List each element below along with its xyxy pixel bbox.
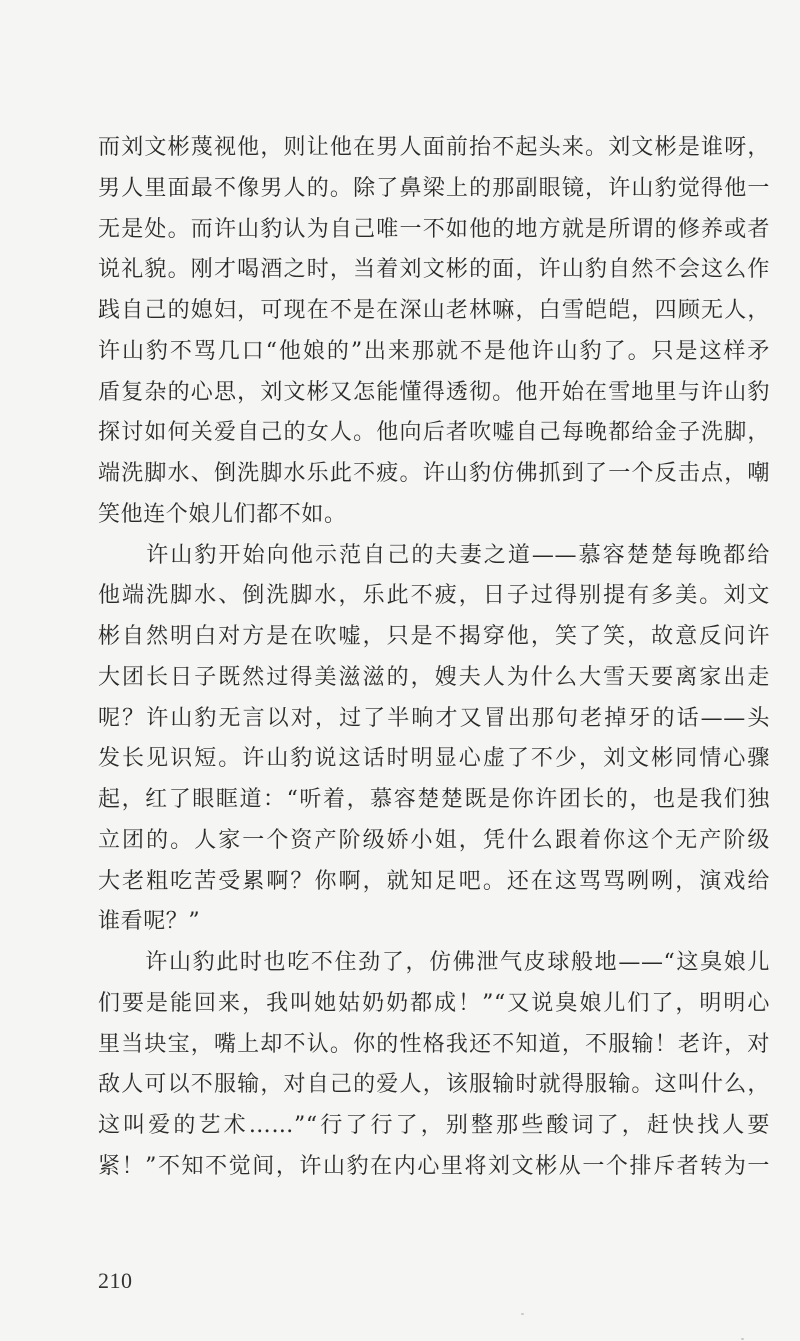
text-line: 盾复杂的心思，刘文彬又怎能懂得透彻。他开始在雪地里与许山豹 [98,379,770,405]
text-line: 无是处。而许山豹认为自己唯一不如他的地方就是所谓的修养或者 [98,216,770,242]
text-line: 立团的。人家一个资产阶级娇小姐，凭什么跟着你这个无产阶级 [98,827,770,853]
text-line: 们要是能回来，我叫她姑奶奶都成！”“又说臭娘儿们了，明明心 [98,990,770,1016]
body-text [98,128,770,1188]
text-line: 践自己的媳妇，可现在不是在深山老林嘛，白雪皑皑，四顾无人， [98,298,770,323]
paper-speck [741,1338,744,1340]
text-line: 许山豹不骂几口“他娘的”出来那就不是他许山豹了。只是这样矛 [98,338,770,364]
text-line: 他端洗脚水、倒洗脚水，乐此不疲，日子过得别提有多美。刘文 [98,583,770,609]
text-line: 大老粗吃苦受累啊？你啊，就知足吧。还在这骂骂咧咧，演戏给 [98,868,770,894]
text-line: 呢？许山豹无言以对，过了半晌才又冒出那句老掉牙的话——头 [98,705,770,731]
text-line: 说礼貌。刚才喝酒之时，当着刘文彬的面，许山豹自然不会这么作 [98,257,770,283]
text-line: 里当块宝，嘴上却不认。你的性格我还不知道，不服输！老许，对 [98,1031,770,1057]
text-line: 笑他连个娘儿们都不如。 [98,501,347,527]
text-line: 探讨如何关爱自己的女人。他向后者吹嘘自己每晚都给金子洗脚， [98,420,770,446]
text-line: 紧！”不知不觉间，许山豹在内心里将刘文彬从一个排斥者转为一 [98,1153,770,1179]
text-line: 发长见识短。许山豹说这话时明显心虚了不少，刘文彬同情心骤 [98,746,770,772]
text-line: 而刘文彬蔑视他，则让他在男人面前抬不起头来。刘文彬是谁呀， [98,135,770,160]
text-line: 端洗脚水、倒洗脚水乐此不疲。许山豹仿佛抓到了一个反击点，嘲 [98,461,770,486]
text-line: 男人里面最不像男人的。除了鼻梁上的那副眼镜，许山豹觉得他一 [98,175,770,201]
paper-speck [521,1313,524,1315]
text-line: 这叫爱的艺术……”“行了行了，别整那些酸词了，赶快找人要 [98,1113,770,1138]
text-line: 敌人可以不服输，对自己的爱人，该服输时就得服输。这叫什么， [98,1072,770,1098]
text-line: 彬自然明白对方是在吹嘘，只是不揭穿他，笑了笑，故意反问许 [98,624,770,649]
text-line: 许山豹此时也吃不住劲了，仿佛泄气皮球般地——“这臭娘儿 [98,950,770,975]
page-number: 210 [98,1268,133,1293]
text-line: 谁看呢？” [98,909,201,935]
text-line: 起，红了眼眶道：“听着，慕容楚楚既是你许团长的，也是我们独 [98,787,770,812]
text-line: 大团长日子既然过得美滋滋的，嫂夫人为什么大雪天要离家出走 [98,664,770,690]
text-line: 许山豹开始向他示范自己的夫妻之道——慕容楚楚每晚都给 [98,542,770,568]
